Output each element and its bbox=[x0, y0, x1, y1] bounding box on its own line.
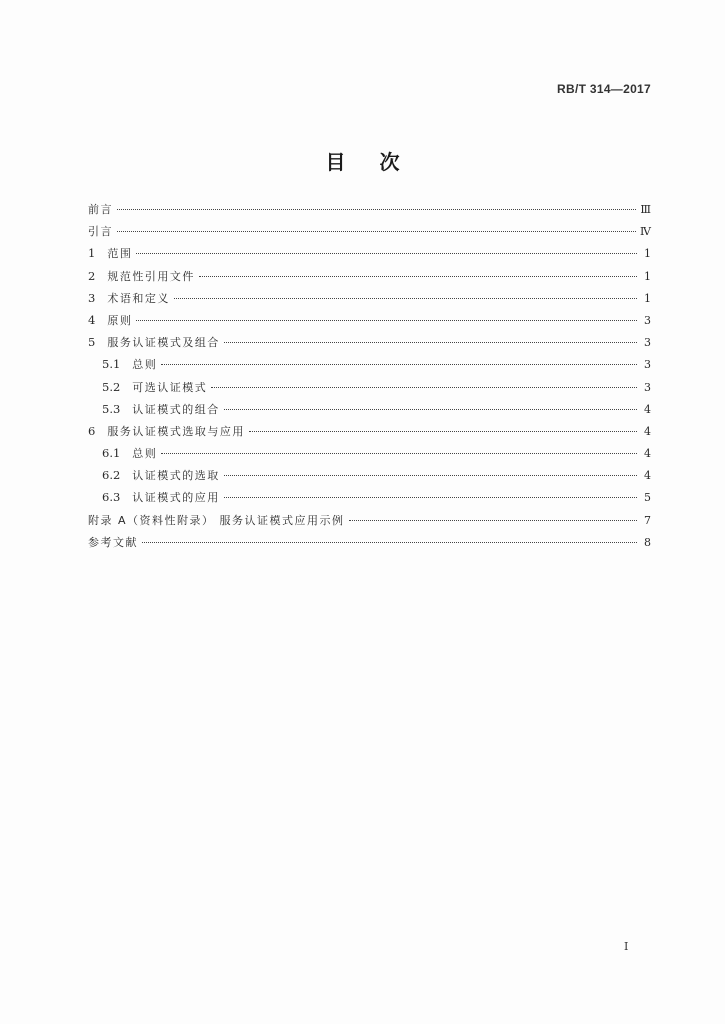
toc-dot-leader bbox=[199, 276, 637, 277]
toc-entry-page: 1 bbox=[644, 247, 651, 261]
toc-entry[interactable] bbox=[88, 489, 651, 511]
toc-entry-number: 2 bbox=[88, 268, 96, 283]
toc-dot-leader bbox=[117, 209, 636, 210]
standard-code: RB/T 314—2017 bbox=[557, 82, 651, 96]
toc-entry-label: 原则 bbox=[107, 313, 133, 327]
toc-entry-page: 3 bbox=[644, 358, 651, 372]
toc-entry-page: 4 bbox=[644, 469, 651, 483]
toc-entry-number: 3 bbox=[88, 290, 96, 305]
toc-entry[interactable] bbox=[88, 334, 651, 356]
toc-entry-page: 3 bbox=[644, 313, 651, 327]
toc-dot-leader bbox=[136, 320, 637, 321]
table-of-contents bbox=[88, 201, 651, 556]
toc-entry-number: 6.3 bbox=[102, 490, 121, 505]
toc-entry-label: 前言 bbox=[88, 203, 113, 216]
toc-entry-page: 1 bbox=[644, 291, 651, 305]
toc-entry[interactable] bbox=[88, 245, 651, 267]
toc-entry-page: Ⅲ bbox=[640, 203, 651, 216]
toc-entry-label: 认证模式的应用 bbox=[132, 491, 220, 505]
page-number: I bbox=[624, 940, 629, 953]
toc-entry-page: 3 bbox=[644, 380, 651, 394]
toc-entry[interactable] bbox=[88, 467, 651, 489]
toc-entry-label: 总则 bbox=[132, 358, 158, 372]
toc-entry[interactable] bbox=[88, 201, 651, 223]
toc-entry-label: 总则 bbox=[132, 447, 158, 461]
toc-entry-page: 7 bbox=[644, 513, 651, 527]
toc-entry-number: 1 bbox=[88, 246, 96, 261]
toc-entry[interactable] bbox=[88, 356, 651, 378]
toc-entry-page: Ⅳ bbox=[640, 225, 651, 239]
toc-dot-leader bbox=[211, 387, 637, 388]
toc-dot-leader bbox=[117, 231, 636, 232]
toc-entry-number: 5.2 bbox=[102, 379, 121, 394]
toc-dot-leader bbox=[136, 253, 637, 254]
toc-dot-leader bbox=[249, 431, 637, 432]
toc-entry-label: 术语和定义 bbox=[107, 291, 170, 305]
toc-entry-page: 4 bbox=[644, 402, 651, 416]
toc-entry[interactable] bbox=[88, 534, 651, 556]
toc-entry-page: 5 bbox=[644, 491, 651, 505]
toc-entry[interactable] bbox=[88, 268, 651, 290]
toc-dot-leader bbox=[224, 475, 637, 476]
toc-entry-label: 认证模式的组合 bbox=[132, 402, 220, 416]
toc-entry-number: 5.1 bbox=[102, 357, 121, 372]
toc-entry-number: 4 bbox=[88, 312, 96, 327]
toc-dot-leader bbox=[224, 342, 637, 343]
toc-entry-page: 4 bbox=[644, 424, 651, 438]
toc-dot-leader bbox=[142, 542, 637, 543]
toc-entry-label: 参考文献 bbox=[88, 535, 138, 549]
toc-entry-page: 8 bbox=[644, 535, 651, 549]
toc-entry[interactable] bbox=[88, 445, 651, 467]
toc-dot-leader bbox=[161, 453, 637, 454]
toc-entry-label: 服务认证模式选取与应用 bbox=[107, 424, 245, 438]
toc-entry[interactable] bbox=[88, 312, 651, 334]
toc-entry-label: 规范性引用文件 bbox=[107, 269, 195, 283]
toc-entry-page: 3 bbox=[644, 336, 651, 350]
toc-entry-label: 引言 bbox=[88, 225, 113, 239]
toc-entry[interactable] bbox=[88, 512, 651, 534]
toc-dot-leader bbox=[174, 298, 637, 299]
toc-entry[interactable] bbox=[88, 379, 651, 401]
toc-entry[interactable] bbox=[88, 401, 651, 423]
toc-entry-number: 6.1 bbox=[102, 446, 121, 461]
toc-entry-label: 范围 bbox=[107, 247, 133, 261]
toc-entry[interactable] bbox=[88, 423, 651, 445]
toc-entry-page: 4 bbox=[644, 447, 651, 461]
toc-entry[interactable] bbox=[88, 223, 651, 245]
toc-entry-label: 附录 A（资料性附录） 服务认证模式应用示例 bbox=[88, 513, 345, 527]
toc-entry-page: 1 bbox=[644, 269, 651, 283]
toc-dot-leader bbox=[349, 520, 637, 521]
toc-entry-label: 认证模式的选取 bbox=[132, 469, 220, 483]
toc-dot-leader bbox=[224, 497, 637, 498]
toc-entry[interactable] bbox=[88, 290, 651, 312]
toc-entry-number: 5.3 bbox=[102, 401, 121, 416]
toc-entry-label: 可选认证模式 bbox=[132, 380, 208, 394]
toc-entry-number: 6.2 bbox=[102, 468, 121, 483]
toc-entry-label: 服务认证模式及组合 bbox=[107, 336, 220, 350]
toc-dot-leader bbox=[161, 364, 637, 365]
toc-entry-number: 6 bbox=[88, 423, 96, 438]
toc-entry-number: 5 bbox=[88, 335, 96, 350]
toc-title: 目次 bbox=[325, 150, 434, 174]
toc-dot-leader bbox=[224, 409, 637, 410]
